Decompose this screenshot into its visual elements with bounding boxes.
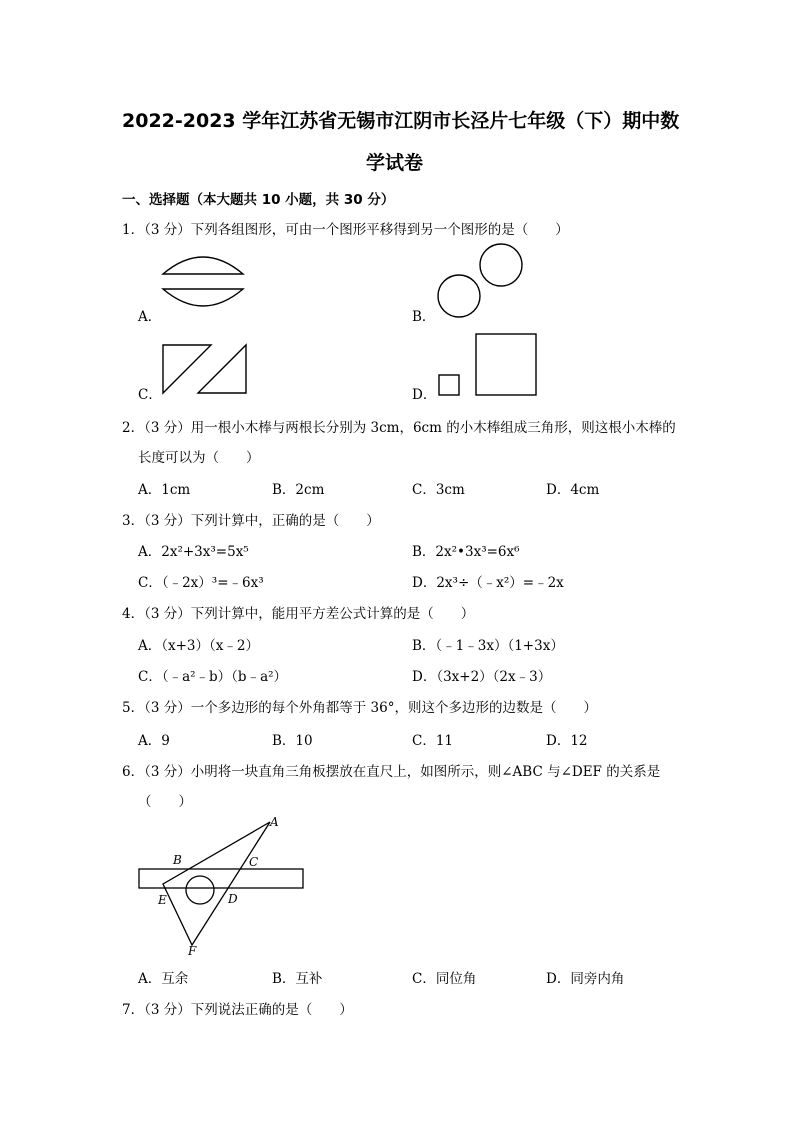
point-label-b: B: [173, 853, 182, 867]
q1-option-a[interactable]: A．: [138, 309, 162, 325]
question-7-stem: 7．（3 分）下列说法正确的是（ ）: [122, 1002, 353, 1018]
q6-option-c[interactable]: C．同位角: [412, 971, 477, 987]
question-4-stem: 4．（3 分）下列计算中，能用平方差公式计算的是（ ）: [122, 606, 475, 622]
q4-option-d[interactable]: D．（3x+2）（2x﹣3）: [412, 669, 552, 685]
q3-option-b[interactable]: B．2x²•3x³=6x⁶: [412, 544, 520, 560]
question-1-stem: 1．（3 分）下列各组图形，可由一个图形平移得到另一个图形的是（ ）: [122, 222, 569, 238]
q4-option-b[interactable]: B．（﹣1﹣3x）（1+3x）: [412, 638, 564, 654]
question-3-stem: 3．（3 分）下列计算中，正确的是（ ）: [122, 513, 380, 529]
q4-option-a[interactable]: A．（x+3）（x﹣2）: [138, 638, 259, 654]
q1-option-c[interactable]: C．: [138, 387, 162, 403]
triangle-outline: [163, 822, 270, 945]
point-label-d: D: [228, 892, 238, 906]
q5-option-b[interactable]: B．10: [272, 733, 313, 749]
q6-ruler-triangle-figure: [130, 812, 300, 962]
q1-figure-d: [438, 333, 540, 397]
q1-figure-b: [436, 242, 526, 322]
q1-figure-a: [160, 248, 246, 320]
q4-option-c[interactable]: C．（﹣a²﹣b）（b﹣a²）: [138, 669, 288, 685]
question-5-stem: 5．（3 分）一个多边形的每个外角都等于 36°，则这个多边形的边数是（ ）: [122, 700, 597, 716]
q5-option-d[interactable]: D．12: [546, 733, 588, 749]
q6-option-d[interactable]: D．同旁内角: [546, 971, 625, 987]
point-label-f: F: [188, 944, 197, 958]
q2-option-d[interactable]: D．4cm: [546, 482, 600, 498]
q1-option-b[interactable]: B．: [412, 309, 436, 325]
question-6-stem-line1: 6．（3 分）小明将一块直角三角板摆放在直尺上，如图所示，则∠ABC 与∠DEF 的关系是: [122, 764, 661, 780]
point-label-e: E: [158, 893, 167, 907]
q3-option-a[interactable]: A．2x²+3x³=5x⁵: [138, 544, 249, 560]
point-label-c: C: [249, 855, 259, 869]
q2-option-b[interactable]: B．2cm: [272, 482, 325, 498]
q5-option-c[interactable]: C．11: [412, 733, 454, 749]
q1-option-d[interactable]: D．: [412, 387, 437, 403]
q6-option-a[interactable]: A．互余: [138, 971, 189, 987]
q3-option-d[interactable]: D．2x³÷（﹣x²）=﹣2x: [412, 575, 564, 591]
triangle-hole: [186, 876, 214, 904]
question-2-stem-line1: 2．（3 分）用一根小木棒与两根长分别为 3cm，6cm 的小木棒组成三角形，则这根小木棒的: [122, 420, 676, 436]
question-2-stem-line2: 长度可以为（ ）: [138, 450, 260, 466]
page-title-line2: 学试卷: [366, 152, 424, 174]
q2-option-c[interactable]: C．3cm: [412, 482, 465, 498]
q3-option-c[interactable]: C．（﹣2x）³=﹣6x³: [138, 575, 264, 591]
q5-option-a[interactable]: A．9: [138, 733, 170, 749]
q6-option-b[interactable]: B．互补: [272, 971, 323, 987]
q2-option-a[interactable]: A．1cm: [138, 482, 191, 498]
page-title-line1: 2022-2023 学年江苏省无锡市江阴市长泾片七年级（下）期中数: [122, 110, 680, 132]
point-label-a: A: [270, 815, 279, 829]
q1-figure-c: [162, 344, 248, 396]
question-6-stem-line2: （ ）: [138, 794, 192, 810]
section-heading: 一、选择题（本大题共 10 小题，共 30 分）: [122, 192, 395, 208]
